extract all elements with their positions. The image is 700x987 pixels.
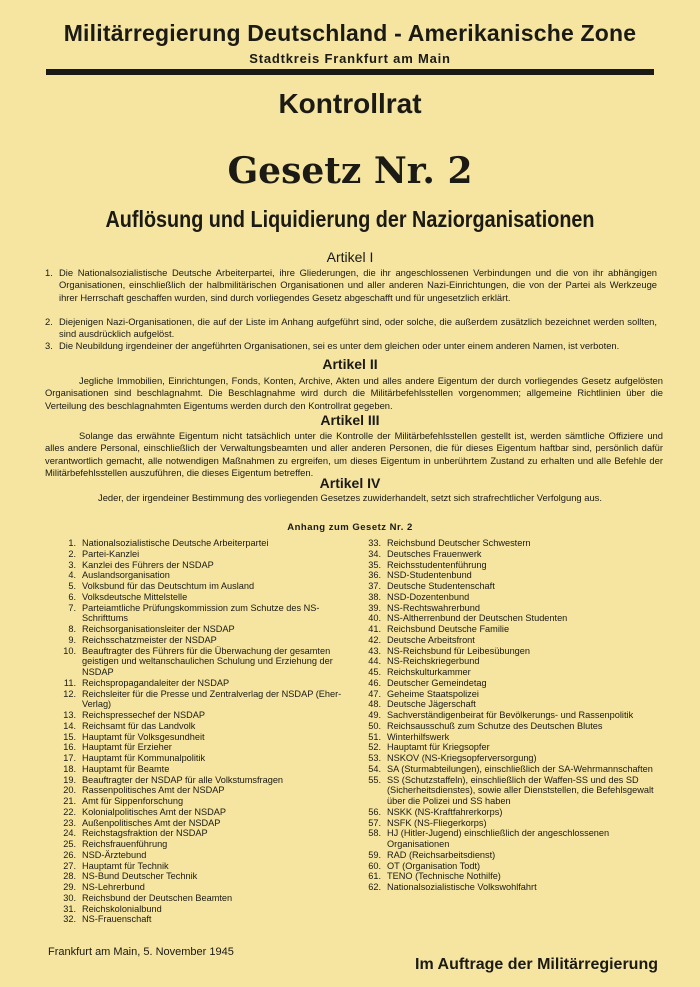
list-item-number: 22. — [63, 806, 76, 817]
list-item-number: 36. — [368, 570, 381, 581]
list-item — [358, 603, 668, 614]
list-item — [358, 538, 668, 549]
list-item-number: 44. — [368, 656, 381, 667]
list-item-text: Hauptamt für Kriegsopfer — [387, 742, 490, 753]
list-item — [358, 882, 668, 893]
list-item — [358, 871, 668, 882]
list-item — [358, 592, 668, 603]
list-item-text: NS-Altherrenbund der Deutschen Studenten — [387, 613, 568, 624]
list-item-text: NS-Bund Deutscher Technik — [82, 871, 198, 882]
list-item-text: SS (Schutzstaffeln), einschließlich der Waffen-SS und des SD (Sicherheitsdienstes), sowie aller Dienststellen, die Befehlsgewalt über die Polizei und SS haben — [387, 774, 654, 806]
list-item — [358, 613, 668, 624]
footer-place-date: Frankfurt am Main, 5. November 1945 — [48, 946, 234, 958]
list-item-number: 42. — [368, 634, 381, 645]
list-item-text: Reichsschatzmeister der NSDAP — [82, 634, 217, 645]
list-item-number: 28. — [63, 871, 76, 882]
list-item — [53, 710, 353, 721]
list-item-number: 24. — [63, 828, 76, 839]
list-item-number: 38. — [368, 591, 381, 602]
header-subtitle: Stadtkreis Frankfurt am Main — [249, 51, 451, 66]
list-item-number: 25. — [63, 839, 76, 849]
list-item — [53, 893, 353, 904]
list-item-number: 60. — [368, 860, 381, 871]
list-item-number: 8. — [68, 624, 76, 634]
list-item-number: 5. — [68, 581, 76, 591]
list-item-text: Volksbund für das Deutschtum im Ausland — [82, 581, 255, 591]
list-item-number: 49. — [368, 710, 381, 720]
list-item — [358, 753, 668, 764]
list-item — [53, 764, 353, 775]
list-item — [53, 807, 353, 818]
list-item — [53, 549, 353, 560]
list-item-text: Reichsbund Deutscher Schwestern — [387, 538, 531, 548]
list-item — [53, 796, 353, 807]
list-item-number: 58. — [368, 828, 381, 839]
list-item-text: Hauptamt für Technik — [82, 860, 169, 871]
list-item-number: 52. — [368, 742, 381, 753]
list-item — [358, 764, 668, 775]
list-item — [53, 538, 353, 549]
list-item-text: Außenpolitisches Amt der NSDAP — [82, 817, 221, 828]
article-2-heading: Artikel II — [322, 356, 378, 372]
list-item — [358, 689, 668, 700]
list-item-text: Parteiamtliche Prüfungskommission zum Schutze des NS-Schrifttums — [82, 602, 320, 624]
list-item-text: Hauptamt für Beamte — [82, 763, 170, 774]
list-item-number: 47. — [368, 688, 381, 699]
list-item-text: Kolonialpolitisches Amt der NSDAP — [82, 806, 227, 817]
list-item — [358, 581, 668, 592]
list-item-text: Kanzlei des Führers der NSDAP — [82, 559, 214, 570]
list-item-number: 18. — [63, 763, 76, 774]
annex-title: Anhang zum Gesetz Nr. 2 — [287, 522, 413, 533]
list-item-text: Reichspressechef der NSDAP — [82, 710, 206, 720]
list-item-number: 26. — [63, 849, 76, 860]
list-item-text: Beauftragter der NSDAP für alle Volkstumsfragen — [82, 774, 284, 785]
article-3-text: Solange das erwähnte Eigentum nicht tatsächlich unter die Kontrolle der Militärbefehlsstellen gestellt ist, werden sämtliche Offiziere und alles andere Personal, einschließlich der Verwaltungsbeamten und aller anderen Personen, die für dieses Eigentum haftbar sind, persönlich dafür verantwortlich gemacht, alle notwendigen Maßnahmen zu ergreifen, um dieses Eigentum in unberührtem Zustand zu erhalten und alle Befehle der Militärbefehlsstellen auszuführen, die dieses Eigentum betreffen. — [45, 430, 663, 478]
list-item-text: NS-Frauenschaft — [82, 914, 152, 925]
list-item — [358, 861, 668, 872]
list-item-number: 6. — [68, 591, 76, 602]
list-item-text: Reichstagsfraktion der NSDAP — [82, 828, 208, 839]
list-item — [358, 721, 668, 732]
list-item-text: Auslandsorganisation — [82, 570, 170, 581]
list-item — [53, 828, 353, 839]
law-subtitle: Auflösung und Liquidierung der Naziorganisationen — [105, 206, 595, 232]
list-item-number: 40. — [368, 613, 381, 624]
list-item — [358, 667, 668, 678]
list-item — [53, 560, 353, 571]
list-item — [53, 775, 353, 786]
list-item — [53, 850, 353, 861]
list-item-text: Geheime Staatspolizei — [387, 688, 479, 699]
list-item-number: 19. — [63, 774, 76, 785]
list-item-text: Reichsamt für das Landvolk — [82, 720, 196, 731]
list-item-number: 39. — [368, 602, 381, 613]
list-item-text: Winterhilfswerk — [387, 731, 450, 742]
list-item — [53, 635, 353, 646]
list-item-number: 32. — [63, 914, 76, 925]
list-item — [53, 570, 353, 581]
list-item-text: NS-Reichsbund für Leibesübungen — [387, 645, 531, 656]
article-1-item — [45, 340, 657, 352]
list-item-number: 31. — [63, 903, 76, 914]
list-item-number: 29. — [63, 882, 76, 892]
list-item — [358, 624, 668, 635]
list-item-text: Nationalsozialistische Deutsche Arbeiterpartei — [82, 538, 269, 548]
list-item — [53, 624, 353, 635]
list-item-number: 53. — [368, 753, 381, 763]
list-item-number: 2. — [68, 548, 76, 559]
list-item — [358, 635, 668, 646]
list-item-text: Deutsches Frauenwerk — [387, 548, 482, 559]
list-item-text: Nationalsozialistische Volkswohlfahrt — [387, 882, 537, 892]
list-item-number: 55. — [368, 774, 381, 785]
list-item — [358, 807, 668, 818]
list-item-number: 13. — [63, 710, 76, 720]
list-item-text: Sachverständigenbeirat für Bevölkerungs- und Rassenpolitik — [387, 710, 634, 720]
list-item-number: 10. — [63, 645, 76, 656]
list-item-number: 54. — [368, 763, 381, 774]
list-item — [358, 775, 668, 807]
list-item-text: HJ (Hitler-Jugend) einschließlich der angeschlossenen Organisationen — [387, 828, 610, 849]
list-item — [53, 742, 353, 753]
list-item-text: Beauftragter des Führers für die Überwachung der gesamten geistigen und weltanschaulichen Schulung und Erziehung der NSDAP — [82, 645, 333, 677]
list-item-text: NSD-Ärztebund — [82, 849, 147, 860]
list-item-number: 37. — [368, 581, 381, 591]
annex-list-right — [358, 538, 668, 893]
list-item-text: TENO (Technische Nothilfe) — [387, 871, 501, 882]
list-item-number: 46. — [368, 677, 381, 688]
annex-list-left — [53, 538, 353, 925]
list-item-text: Reichsstudentenführung — [387, 559, 487, 570]
list-item — [358, 710, 668, 721]
list-item-number: 27. — [63, 860, 76, 871]
list-item-text: Deutscher Gemeindetag — [387, 677, 487, 688]
list-item-number: 48. — [368, 699, 381, 710]
list-item-number: 57. — [368, 817, 381, 828]
list-item — [358, 742, 668, 753]
list-item-text: OT (Organisation Todt) — [387, 860, 481, 871]
list-item-number: 30. — [63, 892, 76, 903]
list-item — [53, 732, 353, 743]
list-item-text: NSFK (NS-Fliegerkorps) — [387, 817, 487, 828]
article-1-item-number: 3. — [45, 340, 53, 351]
list-item-text: NSKK (NS-Kraftfahrerkorps) — [387, 806, 503, 817]
list-item — [358, 570, 668, 581]
article-1-item-text: Diejenigen Nazi-Organisationen, die auf der Liste im Anhang aufgeführt sind, oder solche, die außerdem zusätzlich bezeichnet werden sollten, sind ausdrücklich aufgelöst. — [59, 316, 657, 340]
header-rule — [46, 69, 654, 75]
list-item — [358, 699, 668, 710]
article-2-text: Jegliche Immobilien, Einrichtungen, Fonds, Konten, Archive, Akten und alles andere Eigentum der durch vorliegendes Gesetz aufgelösten Organisationen sind beschlagnahmt. Die Beschlagnahme wird durch die Militärbefehlsstellen vorgenommen; allgemeine Richtlinien über die Verteilung des beschlagnahmten Eigentums werden durch den Kontrollrat gegeben. — [45, 375, 663, 411]
list-item — [358, 732, 668, 743]
article-1-item-number: 2. — [45, 316, 53, 327]
list-item-text: Deutsche Studentenschaft — [387, 581, 495, 591]
article-1-item-text: Die Nationalsozialistische Deutsche Arbeiterpartei, ihre Gliederungen, die ihr angeschlossenen Verbindungen und die von ihr abhängigen Organisationen, einschließlich der halbmilitärischen Organisationen und aller anderen Nazi-Einrichtungen, die von der Partei als Werkzeuge ihrer Herrschaft geschaffen wurden, sind durch vorliegendes Gesetz abgeschafft und für ungesetzlich erklärt. — [59, 267, 657, 303]
list-item-number: 61. — [368, 871, 381, 882]
article-4-heading: Artikel IV — [319, 475, 381, 491]
list-item-number: 17. — [63, 753, 76, 763]
article-1-item-number: 1. — [45, 267, 53, 278]
list-item-text: Hauptamt für Erzieher — [82, 742, 172, 753]
list-item — [53, 914, 353, 925]
list-item-number: 16. — [63, 742, 76, 753]
list-item-number: 23. — [63, 817, 76, 828]
article-1-item-text: Die Neubildung irgendeiner der angeführten Organisationen, sei es unter dem gleichen oder unter einem anderen Namen, ist verboten. — [59, 340, 620, 351]
list-item — [53, 603, 353, 625]
list-item — [53, 721, 353, 732]
list-item-text: Rassenpolitisches Amt der NSDAP — [82, 785, 225, 796]
article-1-item — [45, 316, 657, 341]
list-item — [358, 678, 668, 689]
article-3-heading: Artikel III — [320, 412, 380, 428]
list-item-number: 15. — [63, 731, 76, 742]
list-item-number: 12. — [63, 688, 76, 699]
list-item-text: Partei-Kanzlei — [82, 548, 140, 559]
list-item-number: 62. — [368, 882, 381, 892]
article-4-text: Jeder, der irgendeiner Bestimmung des vorliegenden Gesetzes zuwiderhandelt, setzt sich strafrechtlicher Verfolgung aus. — [98, 492, 602, 503]
list-item-number: 35. — [368, 559, 381, 570]
list-item-text: Deutsche Arbeitsfront — [387, 634, 475, 645]
list-item — [358, 560, 668, 571]
list-item — [358, 818, 668, 829]
list-item-number: 41. — [368, 624, 381, 634]
list-item-number: 7. — [68, 602, 76, 613]
list-item — [53, 785, 353, 796]
list-item-text: Amt für Sippenforschung — [82, 796, 184, 806]
list-item-text: Hauptamt für Kommunalpolitik — [82, 753, 206, 763]
list-item-text: Reichsleiter für die Presse und Zentralverlag der NSDAP (Eher-Verlag) — [82, 688, 342, 710]
list-item-text: Volksdeutsche Mittelstelle — [82, 591, 188, 602]
list-item-text: Hauptamt für Volksgesundheit — [82, 731, 205, 742]
list-item-text: Reichsbund Deutsche Familie — [387, 624, 510, 634]
law-title: Gesetz Nr. 2 — [227, 150, 473, 192]
list-item-text: NSKOV (NS-Kriegsopferversorgung) — [387, 753, 537, 763]
list-item — [358, 656, 668, 667]
list-item — [53, 678, 353, 689]
list-item-number: 59. — [368, 849, 381, 860]
list-item-text: NS-Rechtswahrerbund — [387, 602, 480, 613]
list-item-number: 1. — [68, 538, 76, 548]
article-1-heading: Artikel I — [326, 249, 374, 265]
list-item-text: Deutsche Jägerschaft — [387, 699, 476, 710]
list-item-number: 9. — [68, 634, 76, 645]
list-item-number: 11. — [63, 677, 76, 688]
list-item-number: 21. — [63, 796, 76, 806]
list-item — [53, 753, 353, 764]
list-item — [53, 646, 353, 678]
header-title: Militärregierung Deutschland - Amerikanische Zone — [63, 20, 637, 46]
footer-authority: Im Auftrage der Militärregierung — [415, 956, 658, 973]
list-item-text: Reichsorganisationsleiter der NSDAP — [82, 624, 235, 634]
list-item-number: 56. — [368, 806, 381, 817]
list-item-text: Reichspropagandaleiter der NSDAP — [82, 677, 230, 688]
list-item-text: RAD (Reichsarbeitsdienst) — [387, 849, 496, 860]
list-item — [53, 592, 353, 603]
list-item-number: 20. — [63, 785, 76, 796]
authority-heading: Kontrollrat — [278, 88, 422, 119]
list-item — [53, 882, 353, 893]
list-item-text: Reichsausschuß zum Schutze des Deutschen Blutes — [387, 720, 603, 731]
list-item — [53, 839, 353, 850]
list-item-text: NSD-Studentenbund — [387, 570, 472, 581]
list-item-number: 50. — [368, 720, 381, 731]
list-item — [53, 871, 353, 882]
list-item — [53, 861, 353, 872]
list-item — [53, 904, 353, 915]
list-item — [53, 818, 353, 829]
list-item-number: 14. — [63, 720, 76, 731]
list-item-text: NS-Lehrerbund — [82, 882, 145, 892]
article-1-item — [45, 267, 657, 304]
list-item-number: 4. — [68, 570, 76, 581]
list-item-number: 43. — [368, 645, 381, 656]
list-item — [358, 850, 668, 861]
list-item-text: SA (Sturmabteilungen), einschließlich der SA-Wehrmannschaften — [387, 763, 653, 774]
list-item-text: Reichsfrauenführung — [82, 839, 168, 849]
list-item — [358, 549, 668, 560]
list-item-number: 33. — [368, 538, 381, 548]
list-item — [358, 646, 668, 657]
list-item-number: 45. — [368, 667, 381, 677]
list-item — [53, 581, 353, 592]
list-item — [358, 828, 668, 850]
list-item-number: 34. — [368, 548, 381, 559]
list-item-number: 51. — [368, 731, 381, 742]
list-item-text: Reichskulturkammer — [387, 667, 471, 677]
list-item — [53, 689, 353, 711]
list-item-text: Reichskolonialbund — [82, 903, 162, 914]
list-item-text: Reichsbund der Deutschen Beamten — [82, 892, 233, 903]
list-item-text: NS-Reichskriegerbund — [387, 656, 480, 667]
list-item-number: 3. — [68, 559, 76, 570]
list-item-text: NSD-Dozentenbund — [387, 591, 470, 602]
